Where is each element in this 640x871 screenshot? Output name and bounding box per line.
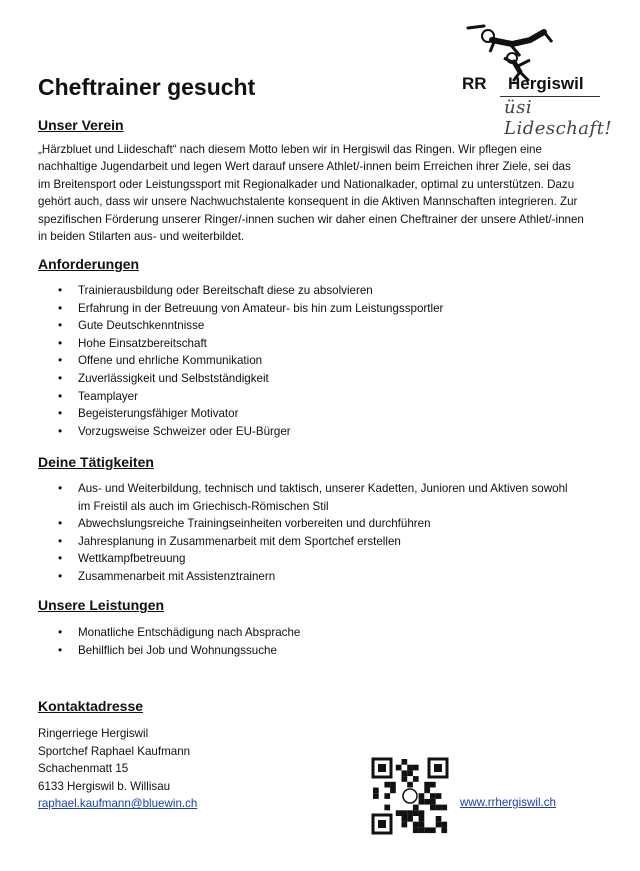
logo-slogan: üsi Lideschaft! bbox=[504, 97, 613, 139]
heading-anforderungen: Anforderungen bbox=[38, 256, 140, 272]
taetigkeiten-list bbox=[38, 480, 578, 586]
contact-person: Sportchef Raphael Kaufmann bbox=[38, 744, 191, 758]
verein-line: spezifischen Förderung unserer Ringer/-innen suchen wir daher einen Cheftrainer der unsere Athlet/-innen bbox=[38, 212, 584, 226]
anforderungen-list bbox=[38, 282, 608, 440]
contact-block bbox=[38, 725, 197, 813]
email-link[interactable]: raphael.kaufmann@bluewin.ch bbox=[38, 797, 198, 811]
contact-org: Ringerriege Hergiswil bbox=[38, 727, 149, 740]
page-title: Cheftrainer gesucht bbox=[38, 74, 256, 100]
list-item: • Zusammenarbeit mit Assistenztrainern bbox=[38, 568, 578, 586]
list-item: • Trainierausbildung oder Bereitschaft diese zu absolvieren bbox=[38, 282, 608, 300]
list-item: • Behilflich bei Job und Wohnungssuche bbox=[38, 642, 608, 660]
wrestlers-logo-icon bbox=[448, 22, 618, 82]
list-item: • Offene und ehrliche Kommunikation bbox=[38, 352, 608, 370]
list-item: • Hohe Einsatzbereitschaft bbox=[38, 335, 608, 353]
qr-code-icon bbox=[371, 757, 449, 835]
verein-line: in beiden Stilarten aus- und weiterbildet. bbox=[38, 230, 245, 244]
leistungen-list bbox=[38, 624, 608, 659]
contact-street: Schachenmatt 15 bbox=[38, 762, 129, 776]
verein-line: „Härzbluet und Liideschaft“ nach diesem Motto leben wir in Hergiswil das Ringen. Wir pflegen eine bbox=[38, 143, 542, 156]
list-item: • Erfahrung in der Betreuung von Amateur- bis hin zum Leistungssportler bbox=[38, 300, 608, 318]
logo-club-name: Hergiswil bbox=[508, 74, 584, 93]
heading-deine-taetigkeiten: Deine Tätigkeiten bbox=[38, 454, 154, 470]
website-link[interactable]: www.rrhergiswil.ch bbox=[460, 796, 556, 809]
list-item: • Abwechslungsreiche Trainingseinheiten vorbereiten und durchführen bbox=[38, 515, 578, 533]
list-item: • Aus- und Weiterbildung, technisch und taktisch, unserer Kadetten, Junioren und Aktiven sowohl im Freistil als auch im Griechisch-Römischen Stil bbox=[38, 480, 578, 515]
list-item: • Monatliche Entschädigung nach Absprache bbox=[38, 624, 608, 642]
verein-paragraph bbox=[38, 141, 598, 245]
heading-kontaktadresse: Kontaktadresse bbox=[38, 698, 144, 714]
verein-line: im Breitensport oder Leistungssport mit Regionalkader und Nationalkader, optimal zu unterstützen. Dazu bbox=[38, 177, 575, 191]
list-item: • Wettkampfbetreuung bbox=[38, 550, 578, 568]
verein-line: nachhaltige Jugendarbeit und legen Wert darauf unsere Athlet/-innen beim Erreichen ihrer Ziele, sei das bbox=[38, 160, 571, 174]
club-logo bbox=[448, 22, 618, 139]
logo-abbrev: RR bbox=[462, 74, 487, 93]
list-item: • Vorzugsweise Schweizer oder EU-Bürger bbox=[38, 423, 608, 441]
list-item: • Begeisterungsfähiger Motivator bbox=[38, 405, 608, 423]
list-item: • Jahresplanung in Zusammenarbeit mit dem Sportchef erstellen bbox=[38, 533, 578, 551]
list-item: • Gute Deutschkenntnisse bbox=[38, 317, 608, 335]
heading-unsere-leistungen: Unsere Leistungen bbox=[38, 597, 165, 613]
list-item: • Teamplayer bbox=[38, 388, 608, 406]
list-item: • Zuverlässigkeit und Selbstständigkeit bbox=[38, 370, 608, 388]
heading-unser-verein: Unser Verein bbox=[38, 117, 124, 133]
verein-line: gehört auch, dass wir unsere Nachwuchstalente konsequent in die Aktiven Mannschaften integrieren. Zur bbox=[38, 195, 578, 209]
contact-city: 6133 Hergiswil b. Willisau bbox=[38, 779, 171, 793]
